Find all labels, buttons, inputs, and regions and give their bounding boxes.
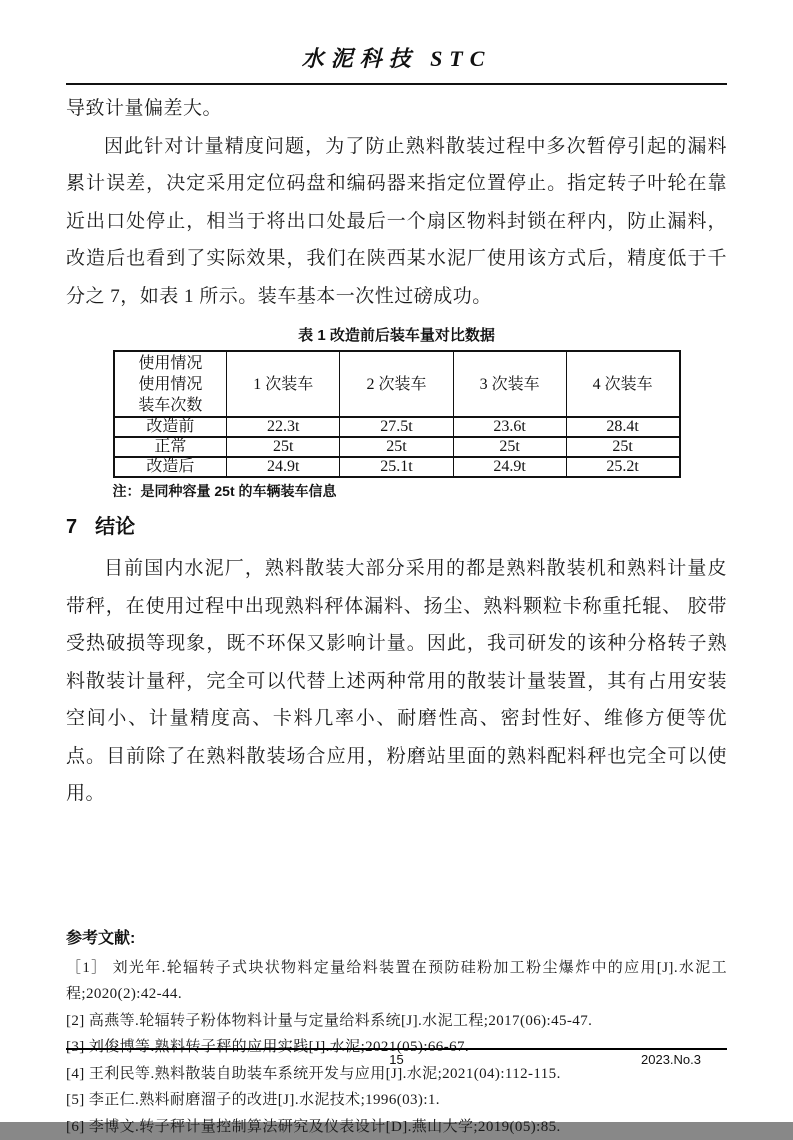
table-cell: 22.3t (227, 417, 340, 437)
page-footer (66, 1048, 727, 1070)
table-row (114, 437, 680, 457)
reference-item: ［1］ 刘光年.轮辐转子式块状物料定量给料装置在预防硅粉加工粉尘爆炸中的应用[J].水泥工程;2020(2):42-44. (66, 955, 727, 1008)
table-note: 注：是同种容量 25t 的车辆装车信息 (113, 482, 681, 500)
table-row (114, 417, 680, 437)
page-number: 15 (66, 1050, 727, 1070)
header-rule (66, 83, 727, 85)
column-header: 3 次装车 (453, 351, 566, 417)
reference-item: [5] 李正仁.熟料耐磨溜子的改进[J].水泥技术;1996(03):1. (66, 1087, 727, 1114)
reference-item: [3] 刘俊博等.熟料转子秤的应用实践[J].水泥;2021(05):66-67. (66, 1034, 727, 1061)
section-number: 7 (66, 516, 77, 538)
table-cell: 24.9t (227, 457, 340, 477)
row-label: 改造后 (114, 457, 227, 477)
corner-line-2: 使用情况 (117, 374, 225, 395)
corner-line-1: 使用情况 (117, 353, 225, 374)
paragraph-main: 因此针对计量精度问题，为了防止熟料散装过程中多次暂停引起的漏料累计误差，决定采用定位码盘和编码器来指定位置停止。指定转子叶轮在靠近出口处停止，相当于将出口处最后一个扇区物料封锁在秤内，防止漏料，改造后也看到了实际效果，我们在陕西某水泥厂使用该方式后，精度低于千分之 7，如表 1 所示。装车基本一次性过磅成功。 (66, 128, 727, 316)
column-header: 1 次装车 (227, 351, 340, 417)
reference-item: [6] 李博文.转子秤计量控制算法研究及仪表设计[D].燕山大学;2019(05):85. (66, 1114, 727, 1140)
column-header: 2 次装车 (340, 351, 453, 417)
column-header: 4 次装车 (566, 351, 679, 417)
row-label: 正常 (114, 437, 227, 457)
journal-header-title: 水泥科技 STC (66, 44, 727, 74)
footer-row (66, 1050, 727, 1070)
table-cell: 28.4t (566, 417, 679, 437)
table-caption: 表 1 改造前后装车量对比数据 (66, 326, 727, 345)
references-heading: 参考文献: (66, 929, 727, 949)
table-cell: 25t (227, 437, 340, 457)
table-cell: 25t (340, 437, 453, 457)
table-cell: 27.5t (340, 417, 453, 437)
table-cell: 25.1t (340, 457, 453, 477)
reference-item: [4] 王利民等.熟料散装自助装车系统开发与应用[J].水泥;2021(04):112-115. (66, 1061, 727, 1088)
table-cell: 24.9t (453, 457, 566, 477)
loading-comparison-table (113, 350, 681, 478)
table-cell: 25t (566, 437, 679, 457)
table-cell: 25.2t (566, 457, 679, 477)
paragraph-lead: 导致计量偏差大。 (66, 90, 727, 128)
conclusion-paragraph: 目前国内水泥厂，熟料散装大部分采用的都是熟料散装机和熟料计量皮带秤，在使用过程中出现熟料秤体漏料、扬尘、熟料颗粒卡称重托辊、 胶带受热破损等现象，既不环保又影响计量。因此，我司研发的该种分格转子熟料散装计量秤，完全可以代替上述两种常用的散装计量装置，其有占用安装空间小、计量精度高、卡料几率小、耐磨性高、密封性好、维修方便等优点。目前除了在熟料散装场合应用，粉磨站里面的熟料配料秤也完全可以使用。 (66, 550, 727, 813)
issue-number: 2023.No.3 (641, 1050, 701, 1070)
reference-item: [2] 高燕等.轮辐转子粉体物料计量与定量给料系统[J].水泥工程;2017(06):45-47. (66, 1008, 727, 1035)
table-row (114, 457, 680, 477)
table-corner-cell (114, 351, 227, 417)
table-header-row (114, 351, 680, 417)
table-cell: 25t (453, 437, 566, 457)
section-title: 结论 (95, 516, 135, 538)
row-label: 改造前 (114, 417, 227, 437)
table-cell: 23.6t (453, 417, 566, 437)
section-heading (66, 514, 727, 540)
corner-line-3: 装车次数 (117, 395, 225, 416)
